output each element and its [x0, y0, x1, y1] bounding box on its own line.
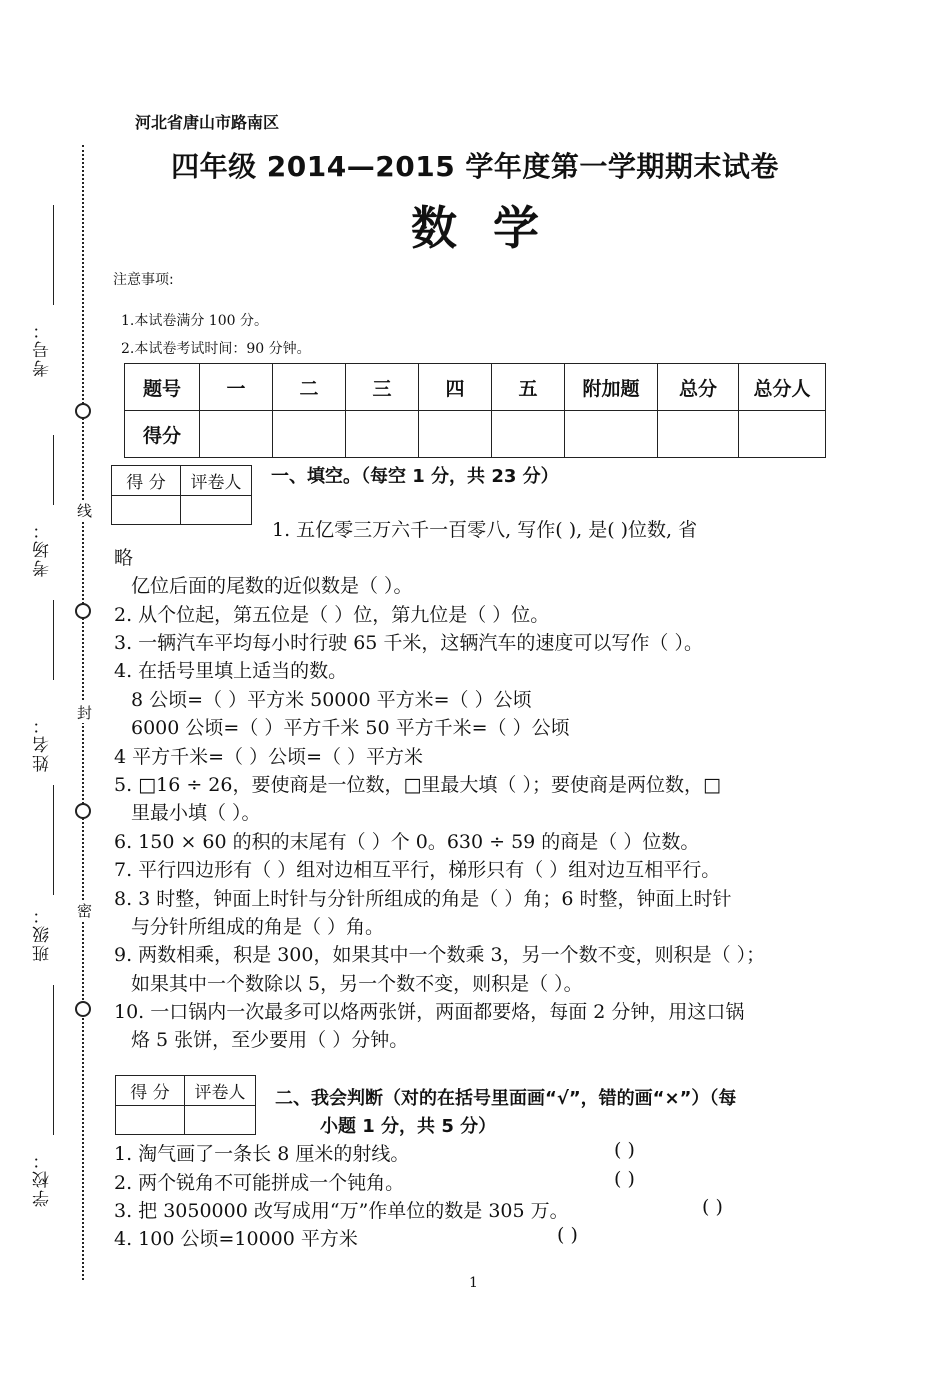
- question-line: 4 平方千米=（ ）公顷=（ ）平方米: [114, 746, 424, 768]
- judge-question: 2. 两个锐角不可能拼成一个钝角。: [114, 1172, 405, 1194]
- question-line: 如果其中一个数除以 5，另一个数不变，则积是（ ）。: [131, 973, 583, 995]
- school-label: 学校：: [33, 1150, 53, 1207]
- region-label: 河北省唐山市路南区: [135, 113, 280, 132]
- score-input-cell[interactable]: [739, 411, 826, 458]
- grader-name-cell[interactable]: [185, 1106, 256, 1135]
- binding-char-feng: 封: [77, 704, 93, 722]
- question-line: 10. 一口锅内一次最多可以烙两张饼，两面都要烙，每面 2 分钟，用这口锅: [114, 1001, 745, 1023]
- exam-title: 四年级 2014—2015 学年度第一学期期末试卷: [171, 150, 779, 183]
- class-label: 班级：: [33, 905, 53, 962]
- question-line: 3. 一辆汽车平均每小时行驶 65 千米，这辆汽车的速度可以写作（ ）。: [114, 632, 703, 654]
- question-line: 6. 150 × 60 的积的末尾有（ ）个 0。630 ÷ 59 的商是（ ）位数。: [114, 831, 700, 853]
- question-line: 8. 3 时整，钟面上时针与分针所组成的角是（ ）角；6 时整，钟面上时针: [114, 888, 732, 910]
- binding-circle: [75, 603, 91, 619]
- judge-answer-bracket[interactable]: ( ): [557, 1224, 578, 1246]
- score-input-cell[interactable]: [273, 411, 346, 458]
- score-input-cell[interactable]: [658, 411, 739, 458]
- score-header-cell: 题号: [125, 364, 200, 411]
- subject-title: 数学: [411, 201, 575, 255]
- notes-title: 注意事项:: [113, 272, 174, 288]
- score-header-cell: 附加题: [565, 364, 658, 411]
- question-line: 1. 五亿零三万六千一百零八, 写作( ), 是( )位数, 省: [272, 519, 698, 541]
- score-table-score-row: [125, 411, 826, 458]
- score-header-cell: 二: [273, 364, 346, 411]
- judge-question: 3. 把 3050000 改写成用“万”作单位的数是 305 万。: [114, 1200, 569, 1222]
- grader-score-cell[interactable]: [116, 1106, 185, 1135]
- score-row-label: 得分: [125, 411, 200, 458]
- note-item: 1.本试卷满分 100 分。: [121, 313, 268, 329]
- binding-circle: [75, 803, 91, 819]
- score-header-cell: 五: [492, 364, 565, 411]
- grader-score-label: 得 分: [116, 1076, 185, 1106]
- name-label: 姓名：: [33, 715, 53, 772]
- question-line: 7. 平行四边形有（ ）组对边相互平行，梯形只有（ ）组对边互相平行。: [114, 859, 721, 881]
- name-blank: [53, 600, 54, 680]
- score-input-cell[interactable]: [492, 411, 565, 458]
- grader-name-cell[interactable]: [181, 496, 252, 525]
- grader-name-label: 评卷人: [185, 1076, 256, 1106]
- binding-circle: [75, 403, 91, 419]
- question-line: 2. 从个位起，第五位是（ ）位，第九位是（ ）位。: [114, 604, 550, 626]
- question-line: 5. □16 ÷ 26，要使商是一位数，□里最大填（ ）；要使商是两位数，□: [114, 774, 721, 796]
- question-line: 里最小填（ ）。: [131, 802, 261, 824]
- score-header-cell: 总分: [658, 364, 739, 411]
- binding-char-mi: 密: [77, 902, 93, 920]
- binding-circle: [75, 1001, 91, 1017]
- binding-char-xian: 线: [77, 502, 93, 520]
- question-line: 烙 5 张饼，至少要用（ ）分钟。: [131, 1029, 409, 1051]
- note-item: 2.本试卷考试时间：90 分钟。: [121, 341, 311, 357]
- judge-question: 1. 淘气画了一条长 8 厘米的射线。: [114, 1143, 410, 1165]
- question-line: 略: [114, 547, 134, 569]
- score-header-cell: 一: [200, 364, 273, 411]
- exam-number-label: 考号：: [33, 320, 53, 377]
- school-blank: [53, 985, 54, 1135]
- score-header-cell: 四: [419, 364, 492, 411]
- grader-score-cell[interactable]: [112, 496, 181, 525]
- question-line: 9. 两数相乘，积是 300，如果其中一个数乘 3，另一个数不变，则积是（ ）；: [114, 944, 766, 966]
- section2-title: 二、我会判断（对的在括号里面画“√”，错的画“×”）（每: [275, 1088, 737, 1109]
- section1-title: 一、填空。（每空 1 分，共 23 分）: [271, 466, 559, 487]
- score-header-cell: 总分人: [739, 364, 826, 411]
- score-table-header-row: [125, 364, 826, 411]
- judge-question: 4. 100 公顷=10000 平方米: [114, 1228, 358, 1250]
- class-blank: [53, 785, 54, 895]
- grader-box-section1: [111, 465, 252, 525]
- grader-name-label: 评卷人: [181, 466, 252, 496]
- question-line: 亿位后面的尾数的近似数是（ ）。: [131, 575, 413, 597]
- judge-answer-bracket[interactable]: ( ): [614, 1168, 635, 1190]
- exam-room-blank: [53, 435, 54, 505]
- score-header-cell: 三: [346, 364, 419, 411]
- question-line: 与分针所组成的角是（ ）角。: [131, 916, 385, 938]
- score-input-cell[interactable]: [419, 411, 492, 458]
- question-line: 6000 公顷=（ ）平方千米 50 平方千米=（ ）公顷: [131, 717, 570, 739]
- grader-box-section2: [115, 1075, 256, 1135]
- judge-answer-bracket[interactable]: ( ): [614, 1139, 635, 1161]
- exam-room-label: 考场：: [33, 520, 53, 577]
- score-input-cell[interactable]: [346, 411, 419, 458]
- section2-title-cont: 小题 1 分，共 5 分）: [320, 1116, 497, 1137]
- score-table: [124, 363, 826, 458]
- judge-answer-bracket[interactable]: ( ): [702, 1196, 723, 1218]
- score-input-cell[interactable]: [200, 411, 273, 458]
- question-line: 4. 在括号里填上适当的数。: [114, 660, 348, 682]
- grader-score-label: 得 分: [112, 466, 181, 496]
- question-line: 8 公顷=（ ）平方米 50000 平方米=（ ）公顷: [131, 689, 532, 711]
- page-number: 1: [469, 1275, 478, 1291]
- score-input-cell[interactable]: [565, 411, 658, 458]
